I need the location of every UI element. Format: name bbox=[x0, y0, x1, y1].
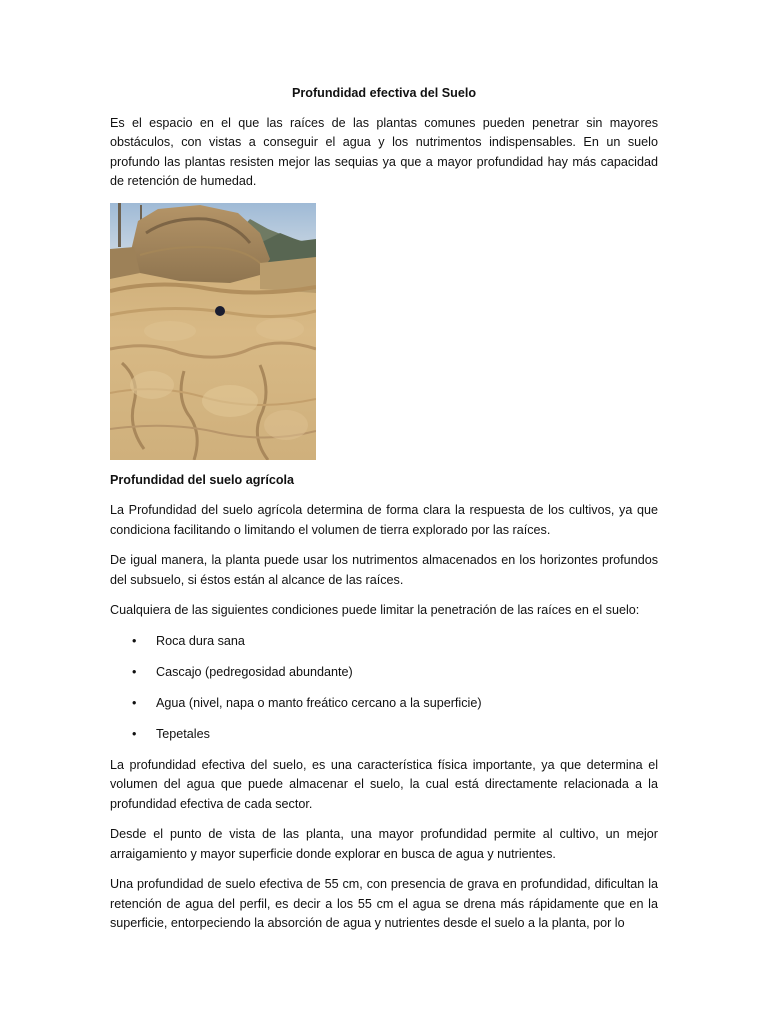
paragraph-5: Desde el punto de vista de las planta, una mayor profundidad permite al cultivo, un mejor arraigamiento y mayor superficie donde explorar en busca de agua y nutrientes. bbox=[110, 827, 658, 861]
bullet-icon: • bbox=[132, 695, 137, 710]
paragraph-6: Una profundidad de suelo efectiva de 55 cm, con presencia de grava en profundidad, dificultan la retención de agua del perfil, es decir a los 55 cm el agua se drena más rápidamente que en la superficie, entorpeciendo la absorción de agua y nutrientes desde el suelo a la planta, por lo bbox=[110, 877, 658, 930]
paragraph-1: La Profundidad del suelo agrícola determina de forma clara la respuesta de los cultivos, ya que condiciona facilitando o limitando el volumen de tierra explorado por las raíces. bbox=[110, 503, 658, 537]
bullet-icon: • bbox=[132, 633, 137, 648]
bullet-icon: • bbox=[132, 664, 137, 679]
list-item-text: Agua (nivel, napa o manto freático cercano a la superficie) bbox=[156, 695, 482, 710]
list-item bbox=[110, 663, 658, 683]
section-heading: Profundidad del suelo agrícola bbox=[110, 472, 295, 487]
paragraph-4: La profundidad efectiva del suelo, es una característica física importante, ya que determina el volumen del agua que puede almacenar el suelo, la cual está directamente relacionada a la profundidad efectiva de cada sector. bbox=[110, 757, 658, 811]
conditions-list bbox=[110, 632, 658, 745]
list-item bbox=[110, 632, 658, 652]
list-item bbox=[110, 725, 658, 745]
list-item-text: Roca dura sana bbox=[156, 633, 245, 648]
paragraph-3: Cualquiera de las siguientes condiciones puede limitar la penetración de las raíces en el suelo: bbox=[110, 603, 640, 617]
document-body bbox=[110, 84, 658, 945]
intro-paragraph: Es el espacio en el que las raíces de las plantas comunes pueden penetrar sin mayores obstáculos, con vistas a conseguir el agua y los nutrimentos indispensables. En un suelo profundo las plantas resisten mejor las sequias ya que a mayor profundidad hay más capacidad de retención de humedad. bbox=[110, 115, 658, 188]
soil-profile-photo bbox=[110, 203, 316, 460]
list-item-text: Tepetales bbox=[156, 726, 210, 741]
page-title: Profundidad efectiva del Suelo bbox=[291, 86, 477, 100]
list-item-text: Cascajo (pedregosidad abundante) bbox=[156, 664, 353, 679]
bullet-icon: • bbox=[132, 726, 137, 741]
paragraph-2: De igual manera, la planta puede usar los nutrimentos almacenados en los horizontes profundos del subsuelo, si éstos están al alcance de las raíces. bbox=[110, 553, 658, 587]
list-item bbox=[110, 694, 658, 714]
